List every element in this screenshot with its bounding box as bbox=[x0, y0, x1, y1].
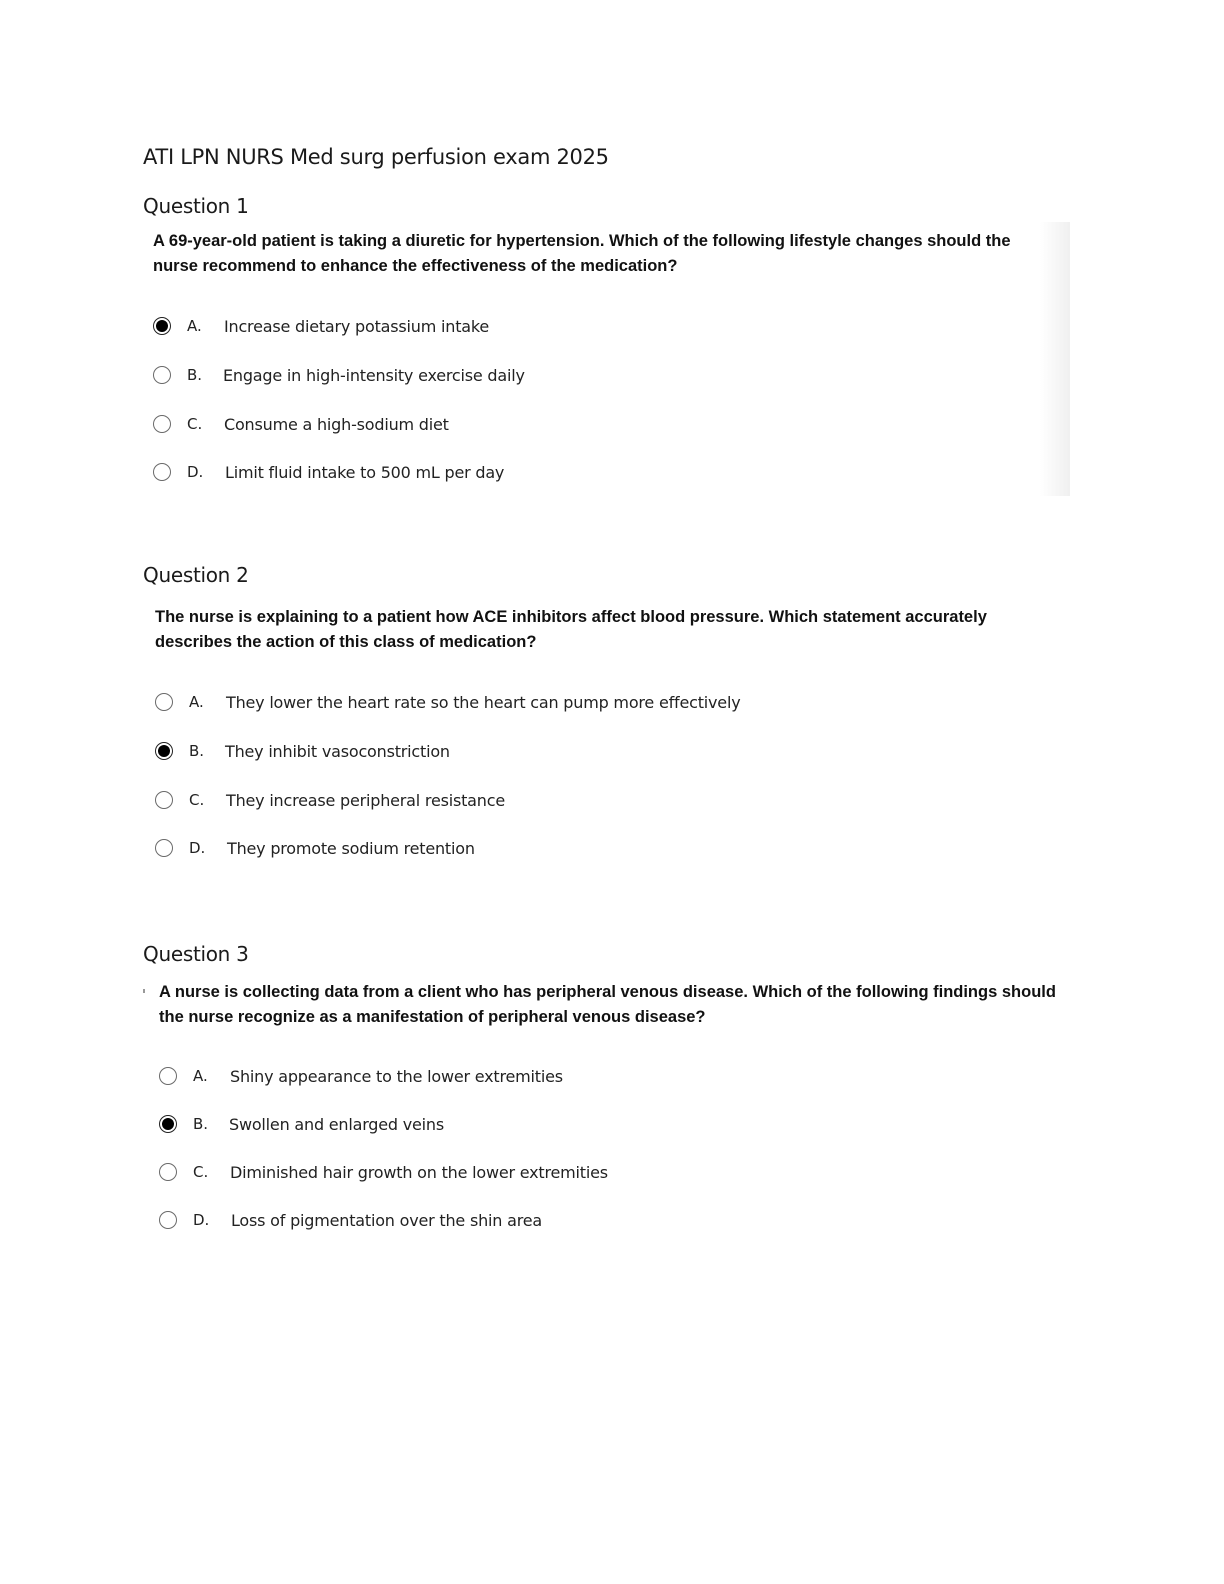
option-d[interactable] bbox=[159, 1207, 542, 1233]
radio-icon[interactable] bbox=[153, 366, 171, 384]
radio-icon[interactable] bbox=[155, 839, 173, 857]
radio-icon[interactable] bbox=[155, 693, 173, 711]
option-text: Consume a high-sodium diet bbox=[224, 414, 449, 434]
option-letter: D. bbox=[187, 463, 204, 481]
option-letter: B. bbox=[193, 1115, 209, 1133]
question-text: A nurse is collecting data from a client who has peripheral venous disease. Which of the following findings should the nurse recognize as a manifestation of peripheral venous disease? bbox=[159, 983, 1056, 1026]
option-text: Limit fluid intake to 500 mL per day bbox=[225, 462, 505, 482]
option-a[interactable] bbox=[155, 689, 741, 715]
option-c[interactable] bbox=[153, 411, 449, 437]
radio-icon[interactable] bbox=[153, 463, 171, 481]
radio-icon[interactable] bbox=[159, 1211, 177, 1229]
option-letter: A. bbox=[187, 317, 202, 335]
question-heading: Question 3 bbox=[143, 942, 249, 966]
radio-icon[interactable] bbox=[159, 1163, 177, 1181]
radio-icon[interactable] bbox=[155, 791, 173, 809]
option-c[interactable] bbox=[159, 1159, 608, 1185]
option-text: They increase peripheral resistance bbox=[226, 790, 505, 810]
option-a[interactable] bbox=[159, 1063, 563, 1089]
option-letter: C. bbox=[189, 791, 205, 809]
option-letter: D. bbox=[189, 839, 206, 857]
question-3 bbox=[143, 942, 1073, 1230]
option-text: Diminished hair growth on the lower extremities bbox=[230, 1162, 608, 1182]
option-text: Increase dietary potassium intake bbox=[224, 316, 490, 336]
option-text: Loss of pigmentation over the shin area bbox=[231, 1210, 542, 1230]
option-c[interactable] bbox=[155, 787, 505, 813]
question-text: The nurse is explaining to a patient how ACE inhibitors affect blood pressure. Which statement accurately describes the action of this class of medication? bbox=[155, 608, 987, 651]
option-text: Shiny appearance to the lower extremities bbox=[230, 1066, 563, 1086]
radio-selected-icon[interactable] bbox=[159, 1115, 177, 1133]
option-d[interactable] bbox=[155, 835, 475, 861]
option-b[interactable] bbox=[155, 738, 450, 764]
document-title: ATI LPN NURS Med surg perfusion exam 2025 bbox=[143, 145, 609, 169]
option-text: Engage in high-intensity exercise daily bbox=[223, 365, 525, 385]
option-text: They inhibit vasoconstriction bbox=[225, 741, 450, 761]
option-b[interactable] bbox=[153, 362, 525, 388]
option-letter: B. bbox=[187, 366, 203, 384]
option-letter: B. bbox=[189, 742, 205, 760]
question-text: A 69-year-old patient is taking a diuretic for hypertension. Which of the following lifestyle changes should the nurse recommend to enhance the effectiveness of the medication? bbox=[153, 232, 1011, 275]
option-b[interactable] bbox=[159, 1111, 444, 1137]
radio-selected-icon[interactable] bbox=[155, 742, 173, 760]
question-heading: Question 2 bbox=[143, 563, 249, 587]
option-letter: A. bbox=[189, 693, 204, 711]
option-letter: D. bbox=[193, 1211, 210, 1229]
question-1 bbox=[143, 194, 1073, 482]
option-letter: C. bbox=[187, 415, 203, 433]
option-text: Swollen and enlarged veins bbox=[229, 1114, 444, 1134]
bullet-mark bbox=[143, 989, 145, 993]
option-text: They promote sodium retention bbox=[227, 838, 475, 858]
radio-icon[interactable] bbox=[159, 1067, 177, 1085]
option-letter: C. bbox=[193, 1163, 209, 1181]
question-heading: Question 1 bbox=[143, 194, 249, 218]
question-2 bbox=[143, 563, 1073, 858]
radio-icon[interactable] bbox=[153, 415, 171, 433]
option-text: They lower the heart rate so the heart can pump more effectively bbox=[226, 692, 741, 712]
option-d[interactable] bbox=[153, 459, 505, 485]
option-letter: A. bbox=[193, 1067, 208, 1085]
option-a[interactable] bbox=[153, 313, 490, 339]
radio-selected-icon[interactable] bbox=[153, 317, 171, 335]
